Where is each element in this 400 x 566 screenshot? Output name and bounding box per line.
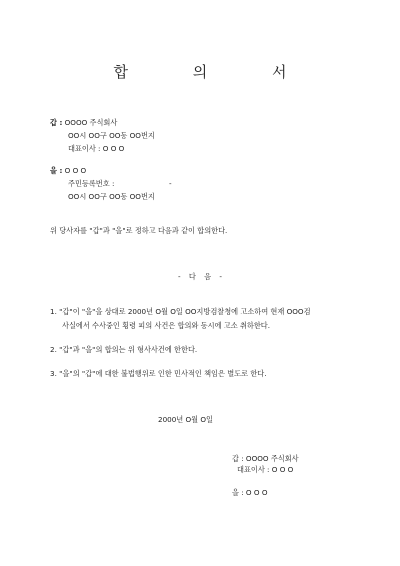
party-a-address: OO시 OO구 OO동 OO번지: [68, 131, 155, 140]
party-b-id-label: 주민등록번호 :: [68, 179, 115, 188]
party-b-id-dash: -: [169, 179, 172, 188]
item-1-line-1: 1. "갑"이 "을"을 상대로 2000년 O월 O일 OO지방검찰청에 고소하여 현재 OOO검: [50, 307, 311, 316]
party-a-line: [50, 118, 117, 127]
section-heading: - 다 음 -: [178, 272, 222, 281]
signature-party-a-ceo: 대표이사 : O O O: [237, 465, 294, 474]
party-a-company: OOOO 주식회사: [64, 118, 118, 127]
signature-party-a: 갑 : OOOO 주식회사: [232, 454, 299, 463]
party-b-address: OO시 OO구 OO동 OO번지: [68, 192, 155, 201]
signature-party-b: 을 : O O O: [232, 488, 268, 497]
item-1-line-2: 사실에서 수사중인 횡령 피의 사건은 합의와 동시에 고소 취하한다.: [62, 321, 271, 330]
party-b-name: O O O: [64, 166, 87, 175]
intro-text: 위 당사자를 "갑"과 "을"로 정하고 다음과 같이 합의한다.: [50, 226, 228, 235]
item-3: 3. "을"의 "갑"에 대한 불법행위로 인한 민사적인 책임은 별도로 한다.: [50, 369, 267, 378]
party-b-prefix: 을 :: [50, 166, 63, 175]
document-date: 2000년 O월 O일: [158, 415, 214, 424]
document-title: 합 의 서: [113, 63, 317, 81]
party-a-prefix: 갑 :: [50, 118, 63, 127]
party-a-ceo: 대표이사 : O O O: [68, 144, 125, 153]
party-b-line: [50, 166, 86, 175]
item-2: 2. "갑"과 "을"의 합의는 위 형사사건에 한한다.: [50, 345, 198, 354]
